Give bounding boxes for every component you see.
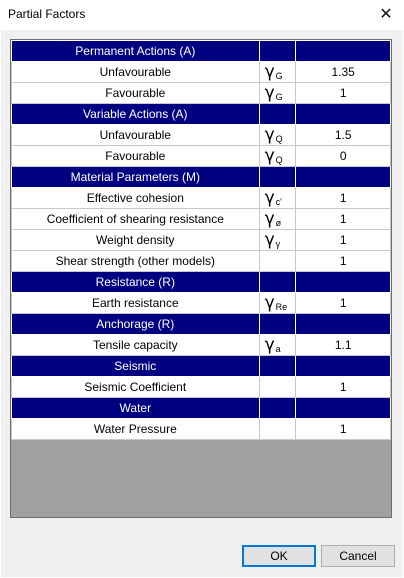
- section-header: Seismic: [12, 356, 260, 377]
- dialog-body: [1, 30, 403, 577]
- table-row[interactable]: [12, 419, 391, 440]
- section-header-row: [12, 314, 391, 335]
- section-header-value-cell: [296, 398, 391, 419]
- table-row[interactable]: [12, 146, 391, 167]
- factor-symbol-subscript: G: [275, 71, 283, 81]
- factor-label: Favourable: [12, 83, 260, 104]
- section-header-row: [12, 398, 391, 419]
- factor-symbol-subscript: γ: [275, 239, 281, 249]
- table-row[interactable]: [12, 188, 391, 209]
- section-header-value-cell: [296, 272, 391, 293]
- factor-symbol-subscript: Q: [275, 134, 283, 144]
- section-header-row: [12, 272, 391, 293]
- factors-grid: [10, 39, 392, 518]
- factor-value-cell[interactable]: 1.35: [296, 62, 391, 83]
- gamma-symbol-icon: γ: [264, 335, 275, 355]
- factor-symbol-cell: [259, 209, 296, 230]
- section-header-value-cell: [296, 314, 391, 335]
- factor-symbol-cell: [259, 419, 296, 440]
- factor-value-cell[interactable]: 1: [296, 377, 391, 398]
- factor-label: Shear strength (other models): [12, 251, 260, 272]
- factors-table: [11, 40, 391, 440]
- section-header: Water: [12, 398, 260, 419]
- factor-label: Unfavourable: [12, 62, 260, 83]
- section-header: Anchorage (R): [12, 314, 260, 335]
- table-row[interactable]: [12, 125, 391, 146]
- factor-label: Effective cohesion: [12, 188, 260, 209]
- table-row[interactable]: [12, 230, 391, 251]
- factor-symbol-cell: [259, 125, 296, 146]
- gamma-symbol-icon: γ: [264, 293, 275, 313]
- gamma-symbol-icon: γ: [264, 83, 275, 103]
- section-header-value-cell: [296, 104, 391, 125]
- gamma-symbol-icon: γ: [264, 188, 275, 208]
- factor-value-cell[interactable]: 1.1: [296, 335, 391, 356]
- title-bar: [0, 0, 404, 30]
- gamma-symbol-icon: γ: [264, 209, 275, 229]
- factor-symbol-subscript: a: [275, 344, 281, 354]
- factor-value-cell[interactable]: 1: [296, 230, 391, 251]
- section-header: Permanent Actions (A): [12, 41, 260, 62]
- section-header-row: [12, 41, 391, 62]
- table-row[interactable]: [12, 83, 391, 104]
- section-header: Variable Actions (A): [12, 104, 260, 125]
- factor-symbol-cell: [259, 377, 296, 398]
- factor-symbol-cell: [259, 293, 296, 314]
- factor-value-cell[interactable]: 1: [296, 83, 391, 104]
- section-header-row: [12, 356, 391, 377]
- section-header-row: [12, 104, 391, 125]
- factor-value-cell[interactable]: 1: [296, 251, 391, 272]
- section-header-symbol-cell: [259, 41, 296, 62]
- section-header-symbol-cell: [259, 314, 296, 335]
- factor-symbol-cell: [259, 251, 296, 272]
- factor-symbol-cell: [259, 62, 296, 83]
- gamma-symbol-icon: γ: [264, 62, 275, 82]
- factor-label: Seismic Coefficient: [12, 377, 260, 398]
- window-title: Partial Factors: [8, 7, 86, 21]
- factor-value-cell[interactable]: 1: [296, 419, 391, 440]
- factor-label: Tensile capacity: [12, 335, 260, 356]
- section-header-symbol-cell: [259, 272, 296, 293]
- factor-symbol-cell: [259, 83, 296, 104]
- section-header-symbol-cell: [259, 167, 296, 188]
- close-icon[interactable]: ✕: [379, 6, 393, 23]
- factor-symbol-subscript: Q: [275, 155, 283, 165]
- table-row[interactable]: [12, 209, 391, 230]
- factor-symbol-cell: [259, 335, 296, 356]
- factor-symbol-cell: [259, 188, 296, 209]
- section-header-value-cell: [296, 41, 391, 62]
- section-header: Material Parameters (M): [12, 167, 260, 188]
- section-header-symbol-cell: [259, 398, 296, 419]
- factor-symbol-subscript: ø: [275, 218, 282, 228]
- factor-label: Unfavourable: [12, 125, 260, 146]
- factor-symbol-cell: [259, 230, 296, 251]
- factor-label: Water Pressure: [12, 419, 260, 440]
- factor-label: Coefficient of shearing resistance: [12, 209, 260, 230]
- ok-button[interactable]: OK: [242, 545, 316, 567]
- section-header-value-cell: [296, 167, 391, 188]
- factor-label: Favourable: [12, 146, 260, 167]
- factor-value-cell[interactable]: 0: [296, 146, 391, 167]
- gamma-symbol-icon: γ: [264, 146, 275, 166]
- factor-symbol-cell: [259, 146, 296, 167]
- factor-label: Weight density: [12, 230, 260, 251]
- factor-symbol-subscript: G: [275, 92, 283, 102]
- gamma-symbol-icon: γ: [264, 125, 275, 145]
- factor-symbol-subscript: c': [275, 197, 282, 207]
- factor-value-cell[interactable]: 1: [296, 209, 391, 230]
- section-header-value-cell: [296, 356, 391, 377]
- table-row[interactable]: [12, 251, 391, 272]
- factor-symbol-subscript: Re: [275, 302, 288, 312]
- factor-value-cell[interactable]: 1: [296, 293, 391, 314]
- table-row[interactable]: [12, 62, 391, 83]
- factor-value-cell[interactable]: 1: [296, 188, 391, 209]
- section-header: Resistance (R): [12, 272, 260, 293]
- cancel-button[interactable]: Cancel: [321, 545, 395, 567]
- section-header-symbol-cell: [259, 356, 296, 377]
- section-header-row: [12, 167, 391, 188]
- factor-value-cell[interactable]: 1.5: [296, 125, 391, 146]
- table-row[interactable]: [12, 293, 391, 314]
- gamma-symbol-icon: γ: [264, 230, 275, 250]
- factor-label: Earth resistance: [12, 293, 260, 314]
- table-row[interactable]: [12, 377, 391, 398]
- section-header-symbol-cell: [259, 104, 296, 125]
- table-row[interactable]: [12, 335, 391, 356]
